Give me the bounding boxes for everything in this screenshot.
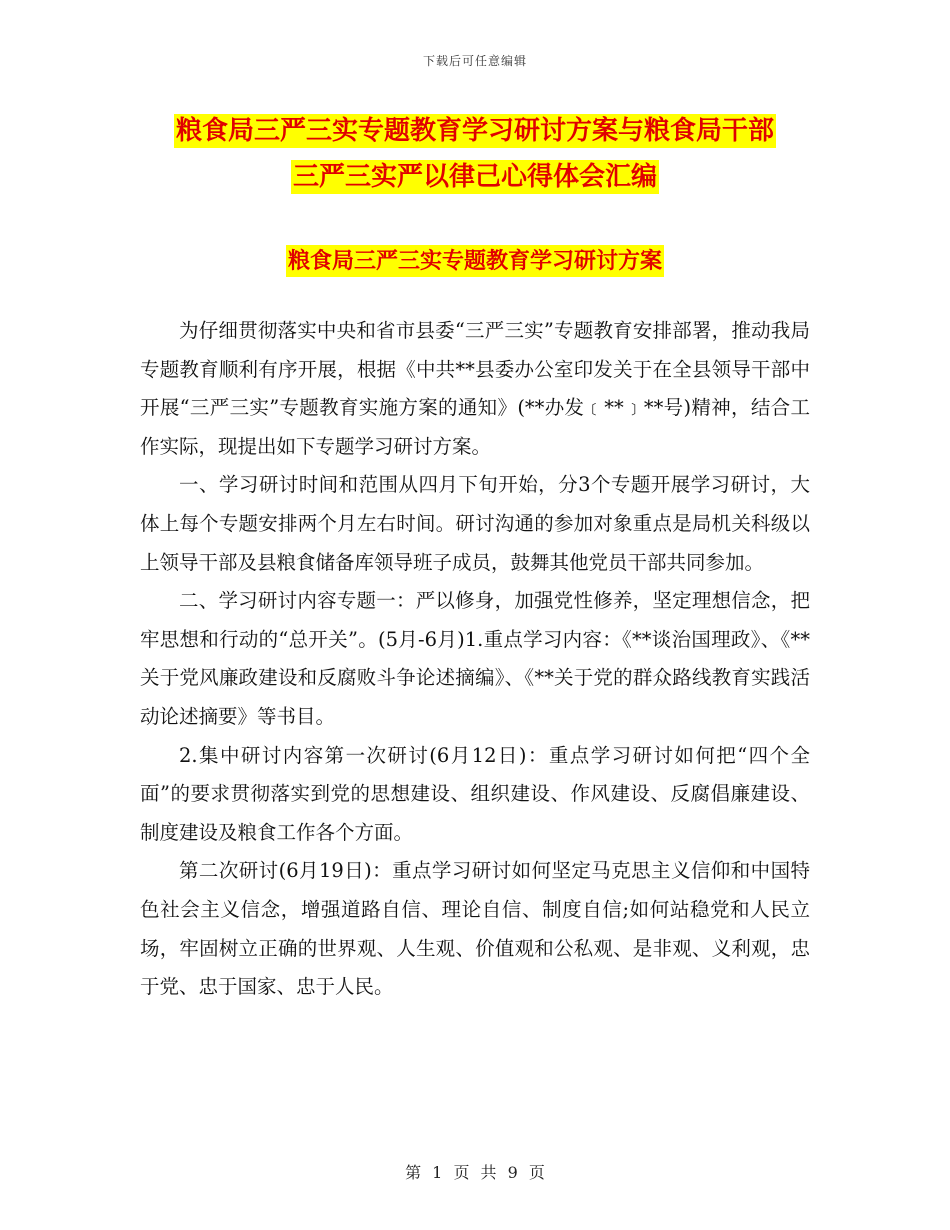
- paragraph: 一、学习研讨时间和范围从四月下旬开始，分3个专题开展学习研讨，大体上每个专题安排两个月左右时间。研讨沟通的参加对象重点是局机关科级以上领导干部及县粮食储备库领导班子成员，鼓舞其他党员干部共同参加。: [140, 473, 810, 574]
- section-title: [0, 244, 950, 275]
- paragraph: 第二次研讨(6月19日)：重点学习研讨如何坚定马克思主义信仰和中国特色社会主义信念，增强道路自信、理论自信、制度自信;如何站稳党和人民立场，牢固树立正确的世界观、人生观、价值观和公私观、是非观、义利观，忠于党、忠于国家、忠于人民。: [140, 859, 810, 999]
- document-title-line-2: 三严三实严以律己心得体会汇编: [292, 162, 657, 192]
- document-title: [0, 108, 950, 200]
- paragraph: 2.集中研讨内容第一次研讨(6月12日)：重点学习研讨如何把“四个全面”的要求贯彻落实到党的思想建设、组织建设、作风建设、反腐倡廉建设、制度建设及粮食工作各个方面。: [140, 743, 810, 844]
- paragraph: 二、学习研讨内容专题一：严以修身，加强党性修养，坚定理想信念，把牢思想和行动的“总开关”。(5月-6月)1.重点学习内容：《**谈治国理政》、《**关于党风廉政建设和反腐败斗争论述摘编》、《**关于党的群众路线教育实践活动论述摘要》等书目。: [140, 589, 810, 728]
- page-number-footer: 第 1 页 共 9 页: [405, 1163, 545, 1182]
- section-title-text: 粮食局三严三实专题教育学习研讨方案: [286, 245, 664, 277]
- body-text: [140, 312, 810, 1007]
- header-note: 下载后可任意编辑: [422, 54, 527, 68]
- paragraph: 为仔细贯彻落实中央和省市县委“三严三实”专题教育安排部署，推动我局专题教育顺利有序开展，根据《中共**县委办公室印发关于在全县领导干部中开展“三严三实”专题教育实施方案的通知》(**办发﹝**﹞**号)精神，结合工作实际，现提出如下专题学习研讨方案。: [140, 319, 810, 458]
- document-title-line-1: 粮食局三严三实专题教育学习研讨方案与粮食局干部: [175, 116, 774, 146]
